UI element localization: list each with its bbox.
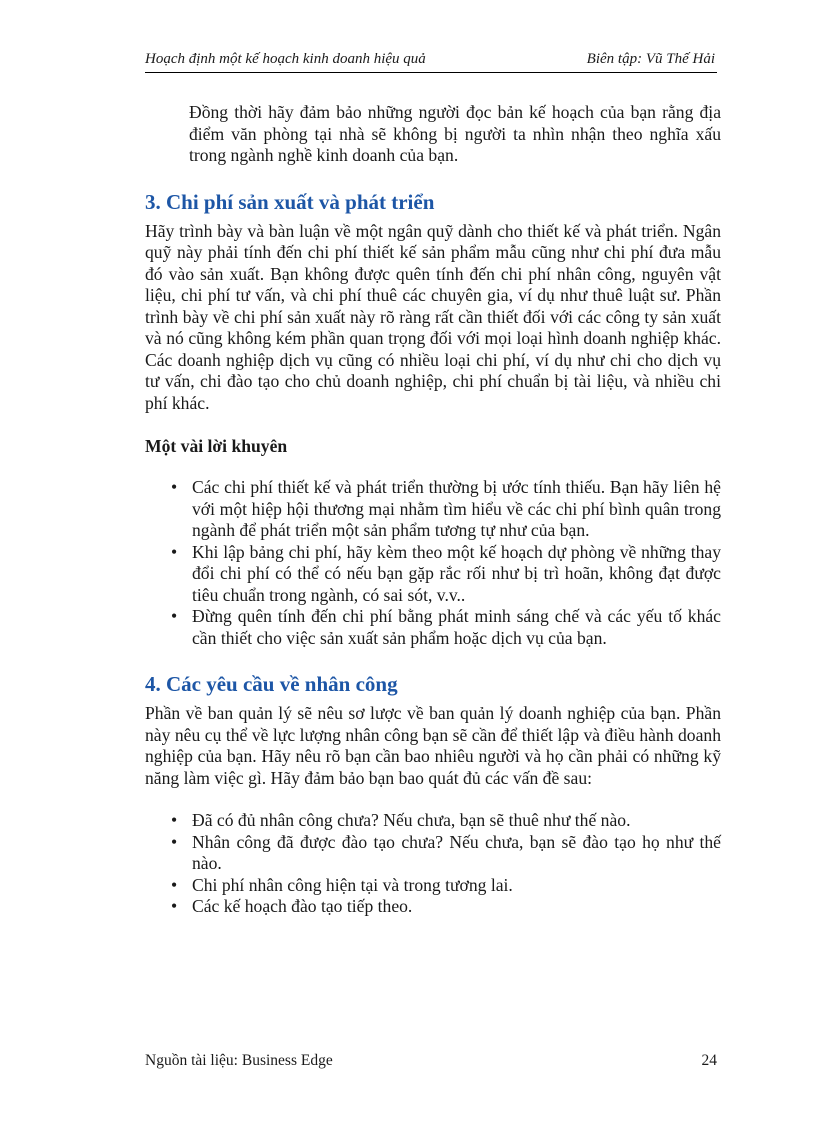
list-item: • Khi lập bảng chi phí, hãy kèm theo một kế hoạch dự phòng về những thay đổi chi phí có thể có nếu bạn gặp rắc rối như bị trì hoãn, không đạt được tiêu chuẩn trong ngành, có sai sót, v.v.. (171, 541, 721, 605)
source-note: Nguồn tài liệu: Business Edge (145, 1052, 333, 1069)
list-item: • Nhân công đã được đào tạo chưa? Nếu chưa, bạn sẽ đào tạo họ như thế nào. (171, 831, 721, 873)
section-4-heading: 4. Các yêu cầu về nhân công (145, 672, 398, 696)
bullet-icon: • (171, 896, 178, 916)
list-item: • Các kế hoạch đào tạo tiếp theo. (171, 896, 413, 916)
intro-paragraph: Đồng thời hãy đảm bảo những người đọc bản kế hoạch của bạn rằng địa điểm văn phòng tại nhà sẽ không bị người ta nhìn nhận theo nghĩa xấu trong ngành nghề kinh doanh của bạn. (189, 102, 721, 165)
document-title: Hoạch định một kế hoạch kinh doanh hiệu quả (145, 51, 426, 67)
bullet-icon: • (171, 810, 178, 830)
page-number: 24 (701, 1052, 717, 1069)
bullet-icon: • (171, 477, 178, 497)
labor-questions-list (145, 810, 721, 918)
bullet-icon: • (171, 831, 178, 852)
bullet-icon: • (171, 606, 178, 626)
page-header (145, 50, 717, 73)
section-3-heading: 3. Chi phí sản xuất và phát triển (145, 189, 435, 214)
list-item: • Đã có đủ nhân công chưa? Nếu chưa, bạn sẽ thuê như thế nào. (171, 810, 631, 830)
tips-heading: Một vài lời khuyên (145, 436, 288, 456)
list-item: • Đừng quên tính đến chi phí bằng phát minh sáng chế và các yếu tố khác cần thiết cho việc sản xuất sản phẩm hoặc dịch vụ của bạn. (171, 606, 721, 648)
bullet-icon: • (171, 874, 178, 895)
list-item: • Các chi phí thiết kế và phát triển thường bị ước tính thiếu. Bạn hãy liên hệ với một hiệp hội thương mại nhằm tìm hiểu về các chi phí bình quân trong ngành để phát triển một sản phẩm tương tự như của bạn. (171, 477, 721, 540)
section-4-body: Phần về ban quản lý sẽ nêu sơ lược về ban quản lý doanh nghiệp của bạn. Phần này nêu cụ thể về lực lượng nhân công bạn sẽ cần để thiết lập và điều hành doanh nghiệp của bạn. Hãy nêu rõ bạn cần bao nhiêu người và họ cần phải có những kỹ năng làm việc gì. Hãy đảm bảo bạn bao quát đủ các vấn đề sau: (145, 703, 721, 788)
page-content (145, 102, 721, 918)
tips-list (145, 477, 721, 649)
section-3-body: Hãy trình bày và bàn luận về một ngân quỹ dành cho thiết kế và phát triển. Ngân quỹ này phải tính đến chi phí thiết kế sản phẩm mẫu cũng như chi phí đưa mẫu đó vào sản xuất. Bạn không được quên tính đến chi phí nhân công, nguyên vật liệu, chi phí tư vấn, và chi phí thuê các chuyên gia, ví dụ như thuê luật sư. Phần trình bày về chi phí sản xuất này rõ ràng rất cần thiết đối với các công ty sản xuất và nó cũng không kém phần quan trọng đối với mọi loại hình doanh nghiệp khác. Các doanh nghiệp dịch vụ cũng có nhiều loại chi phí, ví dụ như chi cho dịch vụ tư vấn, chi đào tạo cho chủ doanh nghiệp, chi phí chuẩn bị tài liệu, và nhiều chi phí khác. (145, 220, 721, 413)
bullet-icon: • (171, 541, 178, 562)
list-item: • Chi phí nhân công hiện tại và trong tương lai. (171, 874, 513, 895)
editor-credit: Biên tập: Vũ Thế Hải (586, 51, 715, 67)
